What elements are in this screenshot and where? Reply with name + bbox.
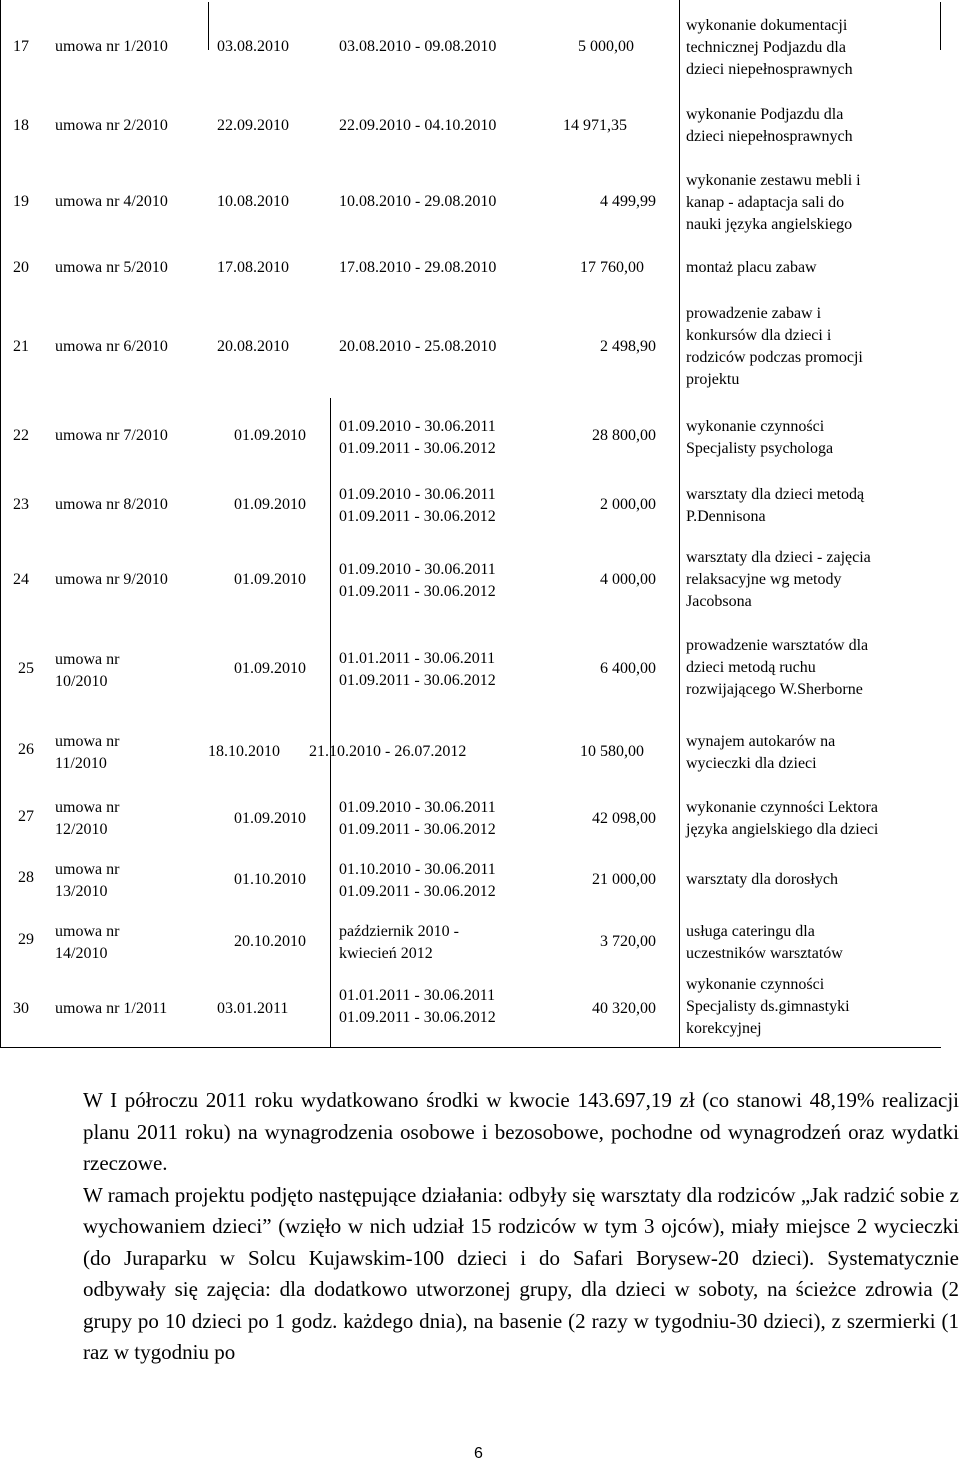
row-18-okres: 22.09.2010 - 04.10.2010 [339,117,497,134]
row-17-lp: 17 [13,38,29,55]
row-22-kwota: 28 800,00 [592,427,656,444]
row-25-kwota: 6 400,00 [600,660,656,677]
row-22-lp: 22 [13,427,29,444]
row-21-lp: 21 [13,338,29,355]
table-column-divider [208,2,209,50]
row-23-kwota: 2 000,00 [600,496,656,513]
row-21-kwota: 2 498,90 [600,338,656,355]
row-24-kwota: 4 000,00 [600,571,656,588]
row-24-umowa: umowa nr 9/2010 [55,571,168,588]
row-23-opis: warsztaty dla dzieci metodą P.Dennisona [686,486,865,525]
row-17-okres: 03.08.2010 - 09.08.2010 [339,38,497,55]
row-17-data: 03.08.2010 [217,38,289,55]
row-28-lp: 28 [18,869,34,886]
row-26-umowa: umowa nr 11/2010 [55,733,120,772]
row-19-okres: 10.08.2010 - 29.08.2010 [339,193,497,210]
row-29-data: 20.10.2010 [234,933,306,950]
row-18-lp: 18 [13,117,29,134]
row-18-data: 22.09.2010 [217,117,289,134]
row-19-lp: 19 [13,193,29,210]
row-24-okres: 01.09.2010 - 30.06.2011 01.09.2011 - 30.06.2012 [339,561,496,600]
row-23-umowa: umowa nr 8/2010 [55,496,168,513]
row-28-okres: 01.10.2010 - 30.06.2011 01.09.2011 - 30.06.2012 [339,861,496,900]
row-19-data: 10.08.2010 [217,193,289,210]
row-22-okres: 01.09.2010 - 30.06.2011 01.09.2011 - 30.06.2012 [339,418,496,457]
row-30-okres: 01.01.2011 - 30.06.2011 01.09.2011 - 30.06.2012 [339,987,496,1026]
row-19-opis: wykonanie zestawu mebli i kanap - adaptacja sali do nauki języka angielskiego [686,172,861,233]
row-28-umowa: umowa nr 13/2010 [55,861,120,900]
row-26-data: 18.10.2010 [208,743,280,760]
row-19-kwota: 4 499,99 [600,193,656,210]
row-27-kwota: 42 098,00 [592,810,656,827]
row-22-opis: wykonanie czynności Specjalisty psychologa [686,418,834,457]
row-25-lp: 25 [18,660,34,677]
row-27-data: 01.09.2010 [234,810,306,827]
table-column-divider [330,398,331,1048]
table-column-divider [679,0,680,1048]
table-border-right [940,2,941,50]
row-18-umowa: umowa nr 2/2010 [55,117,168,134]
row-29-okres: październik 2010 - kwiecień 2012 [339,923,459,962]
row-18-kwota: 14 971,35 [563,117,627,134]
row-18-opis: wykonanie Podjazdu dla dzieci niepełnosprawnych [686,106,853,145]
row-26-lp: 26 [18,741,34,758]
row-24-lp: 24 [13,571,29,588]
table-bottom-border [0,1047,941,1048]
row-17-opis: wykonanie dokumentacji technicznej Podjazdu dla dzieci niepełnosprawnych [686,17,853,78]
row-27-lp: 27 [18,808,34,825]
row-20-umowa: umowa nr 5/2010 [55,259,168,276]
row-22-umowa: umowa nr 7/2010 [55,427,168,444]
row-26-opis: wynajem autokarów na wycieczki dla dzieci [686,733,836,772]
row-22-data: 01.09.2010 [234,427,306,444]
row-25-opis: prowadzenie warsztatów dla dzieci metodą ruchu rozwijającego W.Sherborne [686,637,869,698]
row-23-okres: 01.09.2010 - 30.06.2011 01.09.2011 - 30.06.2012 [339,486,496,525]
row-20-okres: 17.08.2010 - 29.08.2010 [339,259,497,276]
row-30-lp: 30 [13,1000,29,1017]
row-25-umowa: umowa nr 10/2010 [55,651,120,690]
row-19-umowa: umowa nr 4/2010 [55,193,168,210]
row-26-kwota: 10 580,00 [580,743,644,760]
table-border-left [0,0,1,1048]
body-text [83,1085,959,1369]
row-24-opis: warsztaty dla dzieci - zajęcia relaksacyjne wg metody Jacobsona [686,549,871,610]
row-20-kwota: 17 760,00 [580,259,644,276]
row-27-opis: wykonanie czynności Lektora języka angielskiego dla dzieci [686,799,879,838]
row-29-umowa: umowa nr 14/2010 [55,923,120,962]
row-17-kwota: 5 000,00 [578,38,634,55]
page-number: 6 [474,1445,483,1462]
row-20-lp: 20 [13,259,29,276]
row-30-umowa: umowa nr 1/2011 [55,1000,168,1017]
row-23-lp: 23 [13,496,29,513]
row-30-opis: wykonanie czynności Specjalisty ds.gimnastyki korekcyjnej [686,976,850,1037]
paragraph-expenses: W I półroczu 2011 roku wydatkowano środki w kwocie 143.697,19 zł (co stanowi 48,19% realizacji planu 2011 roku) na wynagrodzenia osobowe i bezosobowe, pochodne od wynagrodzeń oraz wydatki rzeczowe. [83,1088,959,1175]
row-27-umowa: umowa nr 12/2010 [55,799,120,838]
row-29-kwota: 3 720,00 [600,933,656,950]
paragraph-activities: W ramach projektu podjęto następujące działania: odbyły się warsztaty dla rodziców „Jak radzić sobie z wychowaniem dzieci” (wzięło w nich udział 15 rodziców w tym 3 ojców), miały miejsce 2 wycieczki (do Juraparku w Solcu Kujawskim-100 dzieci i do Safari Borysew-20 dzieci). Systematycznie odbywały się zajęcia: dla dodatkowo utworzonej grupy, dla dzieci w soboty, na ścieżce zdrowia (2 grupy po 10 dzieci po 1 godz. każdego dnia), na basenie (2 razy w tygodniu-30 dzieci), z szermierki (1 raz w tygodniu po [83,1182,959,1364]
row-21-data: 20.08.2010 [217,338,289,355]
row-27-okres: 01.09.2010 - 30.06.2011 01.09.2011 - 30.06.2012 [339,799,496,838]
row-30-data: 03.01.2011 [217,1000,289,1017]
row-25-okres: 01.01.2011 - 30.06.2011 01.09.2011 - 30.06.2012 [339,650,496,689]
row-25-data: 01.09.2010 [234,660,306,677]
row-21-okres: 20.08.2010 - 25.08.2010 [339,338,497,355]
row-20-data: 17.08.2010 [217,259,289,276]
row-28-opis: warsztaty dla dorosłych [686,871,838,888]
row-21-umowa: umowa nr 6/2010 [55,338,168,355]
row-17-umowa: umowa nr 1/2010 [55,38,168,55]
row-29-opis: usługa cateringu dla uczestników warsztatów [686,923,843,962]
row-26-okres: 21.10.2010 - 26.07.2012 [309,743,467,760]
row-24-data: 01.09.2010 [234,571,306,588]
row-28-data: 01.10.2010 [234,871,306,888]
row-29-lp: 29 [18,931,34,948]
row-23-data: 01.09.2010 [234,496,306,513]
row-28-kwota: 21 000,00 [592,871,656,888]
row-20-opis: montaż placu zabaw [686,259,817,276]
row-30-kwota: 40 320,00 [592,1000,656,1017]
row-21-opis: prowadzenie zabaw i konkursów dla dzieci i rodziców podczas promocji projektu [686,305,863,388]
